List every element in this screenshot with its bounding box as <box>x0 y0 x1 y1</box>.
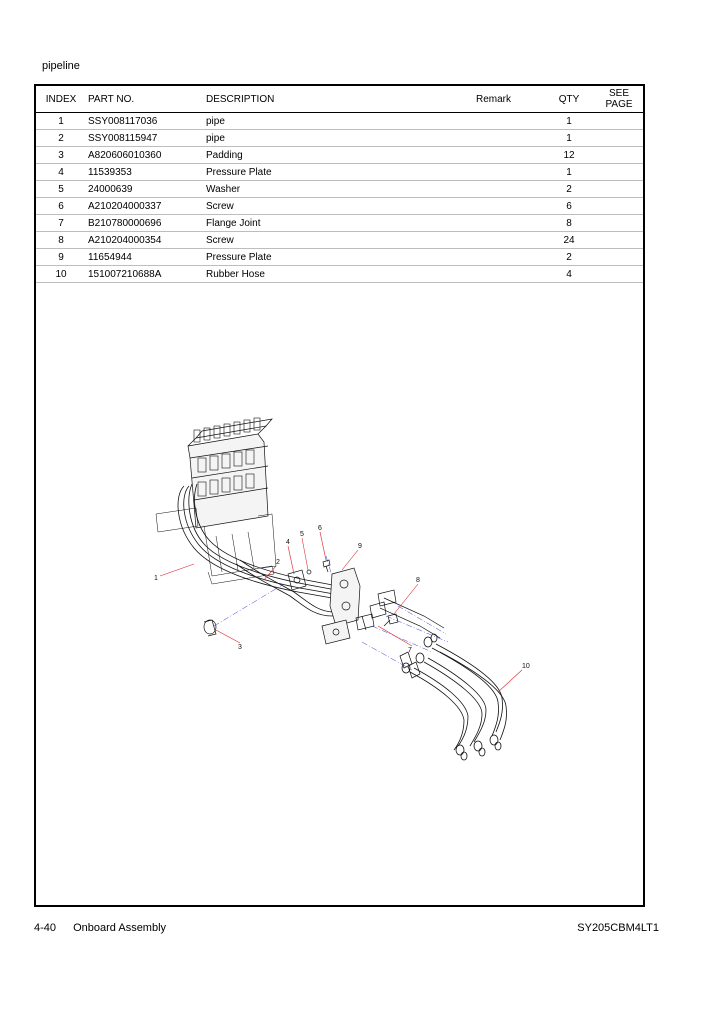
cell-qty: 8 <box>543 215 595 232</box>
header-description: DESCRIPTION <box>206 86 476 113</box>
header-qty: QTY <box>543 86 595 113</box>
cell-index: 7 <box>36 215 86 232</box>
footer-left <box>34 922 166 934</box>
callout-4: 4 <box>286 539 290 546</box>
callout-3: 3 <box>238 644 242 651</box>
cell-part-no: SSY008117036 <box>86 113 206 130</box>
cell-description: pipe <box>206 113 476 130</box>
table-row <box>36 164 643 181</box>
cell-remark <box>476 130 543 147</box>
cell-description: Screw <box>206 198 476 215</box>
callout-8: 8 <box>416 577 420 584</box>
table-header-row <box>36 86 643 113</box>
table-row <box>36 130 643 147</box>
cell-remark <box>476 266 543 283</box>
flange-joint-7 <box>356 590 444 678</box>
cell-description: Washer <box>206 181 476 198</box>
screw-6 <box>323 560 330 572</box>
page-number: 4-40 <box>34 922 57 934</box>
cell-remark <box>476 147 543 164</box>
header-page-label: PAGE <box>605 99 633 110</box>
table-row <box>36 181 643 198</box>
table-row <box>36 266 643 283</box>
cell-see-page <box>595 198 643 215</box>
cell-qty: 4 <box>543 266 595 283</box>
cell-description: Pressure Plate <box>206 164 476 181</box>
callout-6: 6 <box>318 525 322 532</box>
control-valve-block <box>188 418 272 528</box>
callout-9: 9 <box>358 543 362 550</box>
cell-qty: 12 <box>543 147 595 164</box>
leader-lines <box>160 532 522 692</box>
pipe-2 <box>236 560 354 616</box>
cell-index: 2 <box>36 130 86 147</box>
callout-2: 2 <box>276 559 280 566</box>
callout-7: 7 <box>408 647 412 654</box>
pipe-1 <box>178 484 338 598</box>
table-row <box>36 198 643 215</box>
cell-description: Flange Joint <box>206 215 476 232</box>
cell-description: Screw <box>206 232 476 249</box>
cell-index: 4 <box>36 164 86 181</box>
cell-see-page <box>595 249 643 266</box>
cell-qty: 1 <box>543 130 595 147</box>
cell-part-no: B210780000696 <box>86 215 206 232</box>
cell-see-page <box>595 147 643 164</box>
washer-5 <box>307 570 311 574</box>
table-row <box>36 215 643 232</box>
cell-qty: 1 <box>543 113 595 130</box>
callout-10: 10 <box>522 663 530 670</box>
cell-remark <box>476 181 543 198</box>
cell-see-page <box>595 215 643 232</box>
cell-remark <box>476 232 543 249</box>
cell-index: 8 <box>36 232 86 249</box>
padding-3 <box>204 620 216 636</box>
header-see-page <box>595 86 643 113</box>
table-row <box>36 147 643 164</box>
cell-part-no: 151007210688A <box>86 266 206 283</box>
header-see-label: SEE <box>608 88 629 99</box>
cell-index: 9 <box>36 249 86 266</box>
cell-remark <box>476 215 543 232</box>
cell-part-no: 11539353 <box>86 164 206 181</box>
pressure-plate-4 <box>288 570 306 590</box>
model-code: SY205CBM4LT1 <box>577 922 659 934</box>
rubber-hose-10 <box>402 634 507 760</box>
cell-part-no: A210204000337 <box>86 198 206 215</box>
cell-description: Rubber Hose <box>206 266 476 283</box>
cell-index: 10 <box>36 266 86 283</box>
cell-qty: 1 <box>543 164 595 181</box>
table-row <box>36 249 643 266</box>
cell-see-page <box>595 232 643 249</box>
header-index: INDEX <box>36 86 86 113</box>
parts-table <box>36 86 643 283</box>
screw-8 <box>384 614 398 626</box>
cell-part-no: 24000639 <box>86 181 206 198</box>
cell-part-no: A820606010360 <box>86 147 206 164</box>
cell-see-page <box>595 113 643 130</box>
cell-part-no: SSY008115947 <box>86 130 206 147</box>
parts-frame <box>34 84 645 907</box>
cell-index: 5 <box>36 181 86 198</box>
cell-remark <box>476 249 543 266</box>
header-remark: Remark <box>476 86 543 113</box>
cell-description: pipe <box>206 130 476 147</box>
cell-description: Pressure Plate <box>206 249 476 266</box>
cell-qty: 6 <box>543 198 595 215</box>
cell-remark <box>476 164 543 181</box>
table-row <box>36 113 643 130</box>
cell-see-page <box>595 164 643 181</box>
callout-1: 1 <box>154 575 158 582</box>
cell-qty: 2 <box>543 181 595 198</box>
cell-index: 3 <box>36 147 86 164</box>
centerlines <box>214 556 448 670</box>
cell-part-no: 11654944 <box>86 249 206 266</box>
base-frame <box>156 508 276 584</box>
cell-see-page <box>595 266 643 283</box>
callout-5: 5 <box>300 531 304 538</box>
cell-index: 6 <box>36 198 86 215</box>
cell-qty: 2 <box>543 249 595 266</box>
cell-remark <box>476 198 543 215</box>
cell-see-page <box>595 130 643 147</box>
page-title: pipeline <box>42 60 80 72</box>
section-name: Onboard Assembly <box>73 922 167 934</box>
cell-remark <box>476 113 543 130</box>
pressure-plate-9 <box>322 568 360 644</box>
table-row <box>36 232 643 249</box>
header-part-no: PART NO. <box>86 86 206 113</box>
cell-see-page <box>595 181 643 198</box>
cell-description: Padding <box>206 147 476 164</box>
cell-qty: 24 <box>543 232 595 249</box>
cell-part-no: A210204000354 <box>86 232 206 249</box>
cell-index: 1 <box>36 113 86 130</box>
callout-labels <box>154 525 530 670</box>
